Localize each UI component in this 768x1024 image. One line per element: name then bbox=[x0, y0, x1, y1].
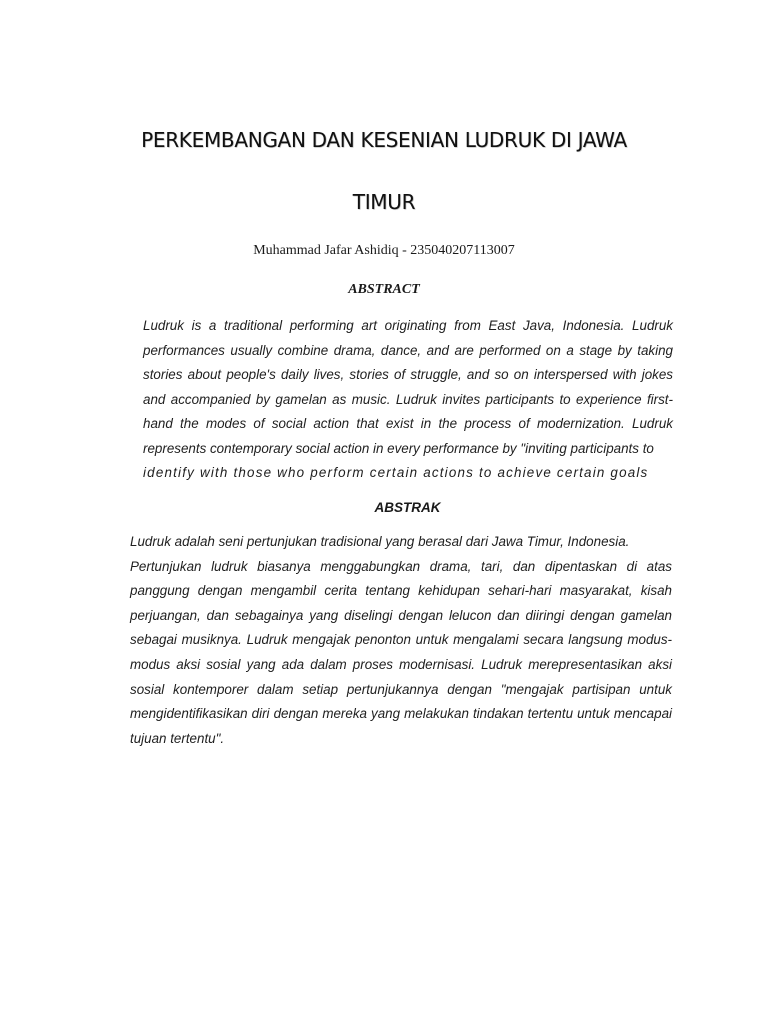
author-line: Muhammad Jafar Ashidiq - 235040207113007 bbox=[253, 243, 515, 258]
abstrak-paragraph-2: Pertunjukan ludruk biasanya menggabungkan drama, tari, dan dipentaskan di atas panggung dengan mengambil cerita tentang kehidupan sehari-hari masyarakat, kisah perjuangan, dan sebagainya yang diselingi dengan lelucon dan diiringi dengan gamelan sebagai musiknya. Ludruk mengajak penonton untuk mengalami secara langsung modus-modus aksi sosial yang ada dalam proses modernisasi. Ludruk merepresentasikan aksi sosial kontemporer dalam setiap pertunjukannya dengan "mengajak partisipan untuk mengidentifikasikan diri dengan mereka yang melakukan tindakan tertentu untuk mencapai tujuan tertentu". bbox=[130, 558, 672, 746]
document-title-line-2: TIMUR bbox=[352, 190, 416, 214]
abstrak-paragraph-1: Ludruk adalah seni pertunjukan tradisional yang berasal dari Jawa Timur, Indonesia. bbox=[130, 534, 630, 549]
document-title-line-1: PERKEMBANGAN DAN KESENIAN LUDRUK DI JAWA bbox=[141, 128, 627, 152]
abstract-body bbox=[143, 314, 673, 486]
abstrak-body bbox=[130, 530, 672, 751]
abstract-heading: ABSTRACT bbox=[348, 282, 420, 297]
abstract-body-text: Ludruk is a traditional performing art originating from East Java, Indonesia. Ludruk performances usually combine drama, dance, and are performed on a stage by taking stories about people's daily lives, stories of struggle, and so on interspersed with jokes and accompanied by gamelan as music. Ludruk invites participants to experience first-hand the modes of social action that exist in the process of modernization. Ludruk represents contemporary social action in every performance by "inviting participants to bbox=[143, 318, 673, 456]
abstract-body-last-line: identify with those who perform certain actions to achieve certain goals bbox=[143, 465, 649, 480]
abstrak-heading: ABSTRAK bbox=[374, 500, 441, 515]
